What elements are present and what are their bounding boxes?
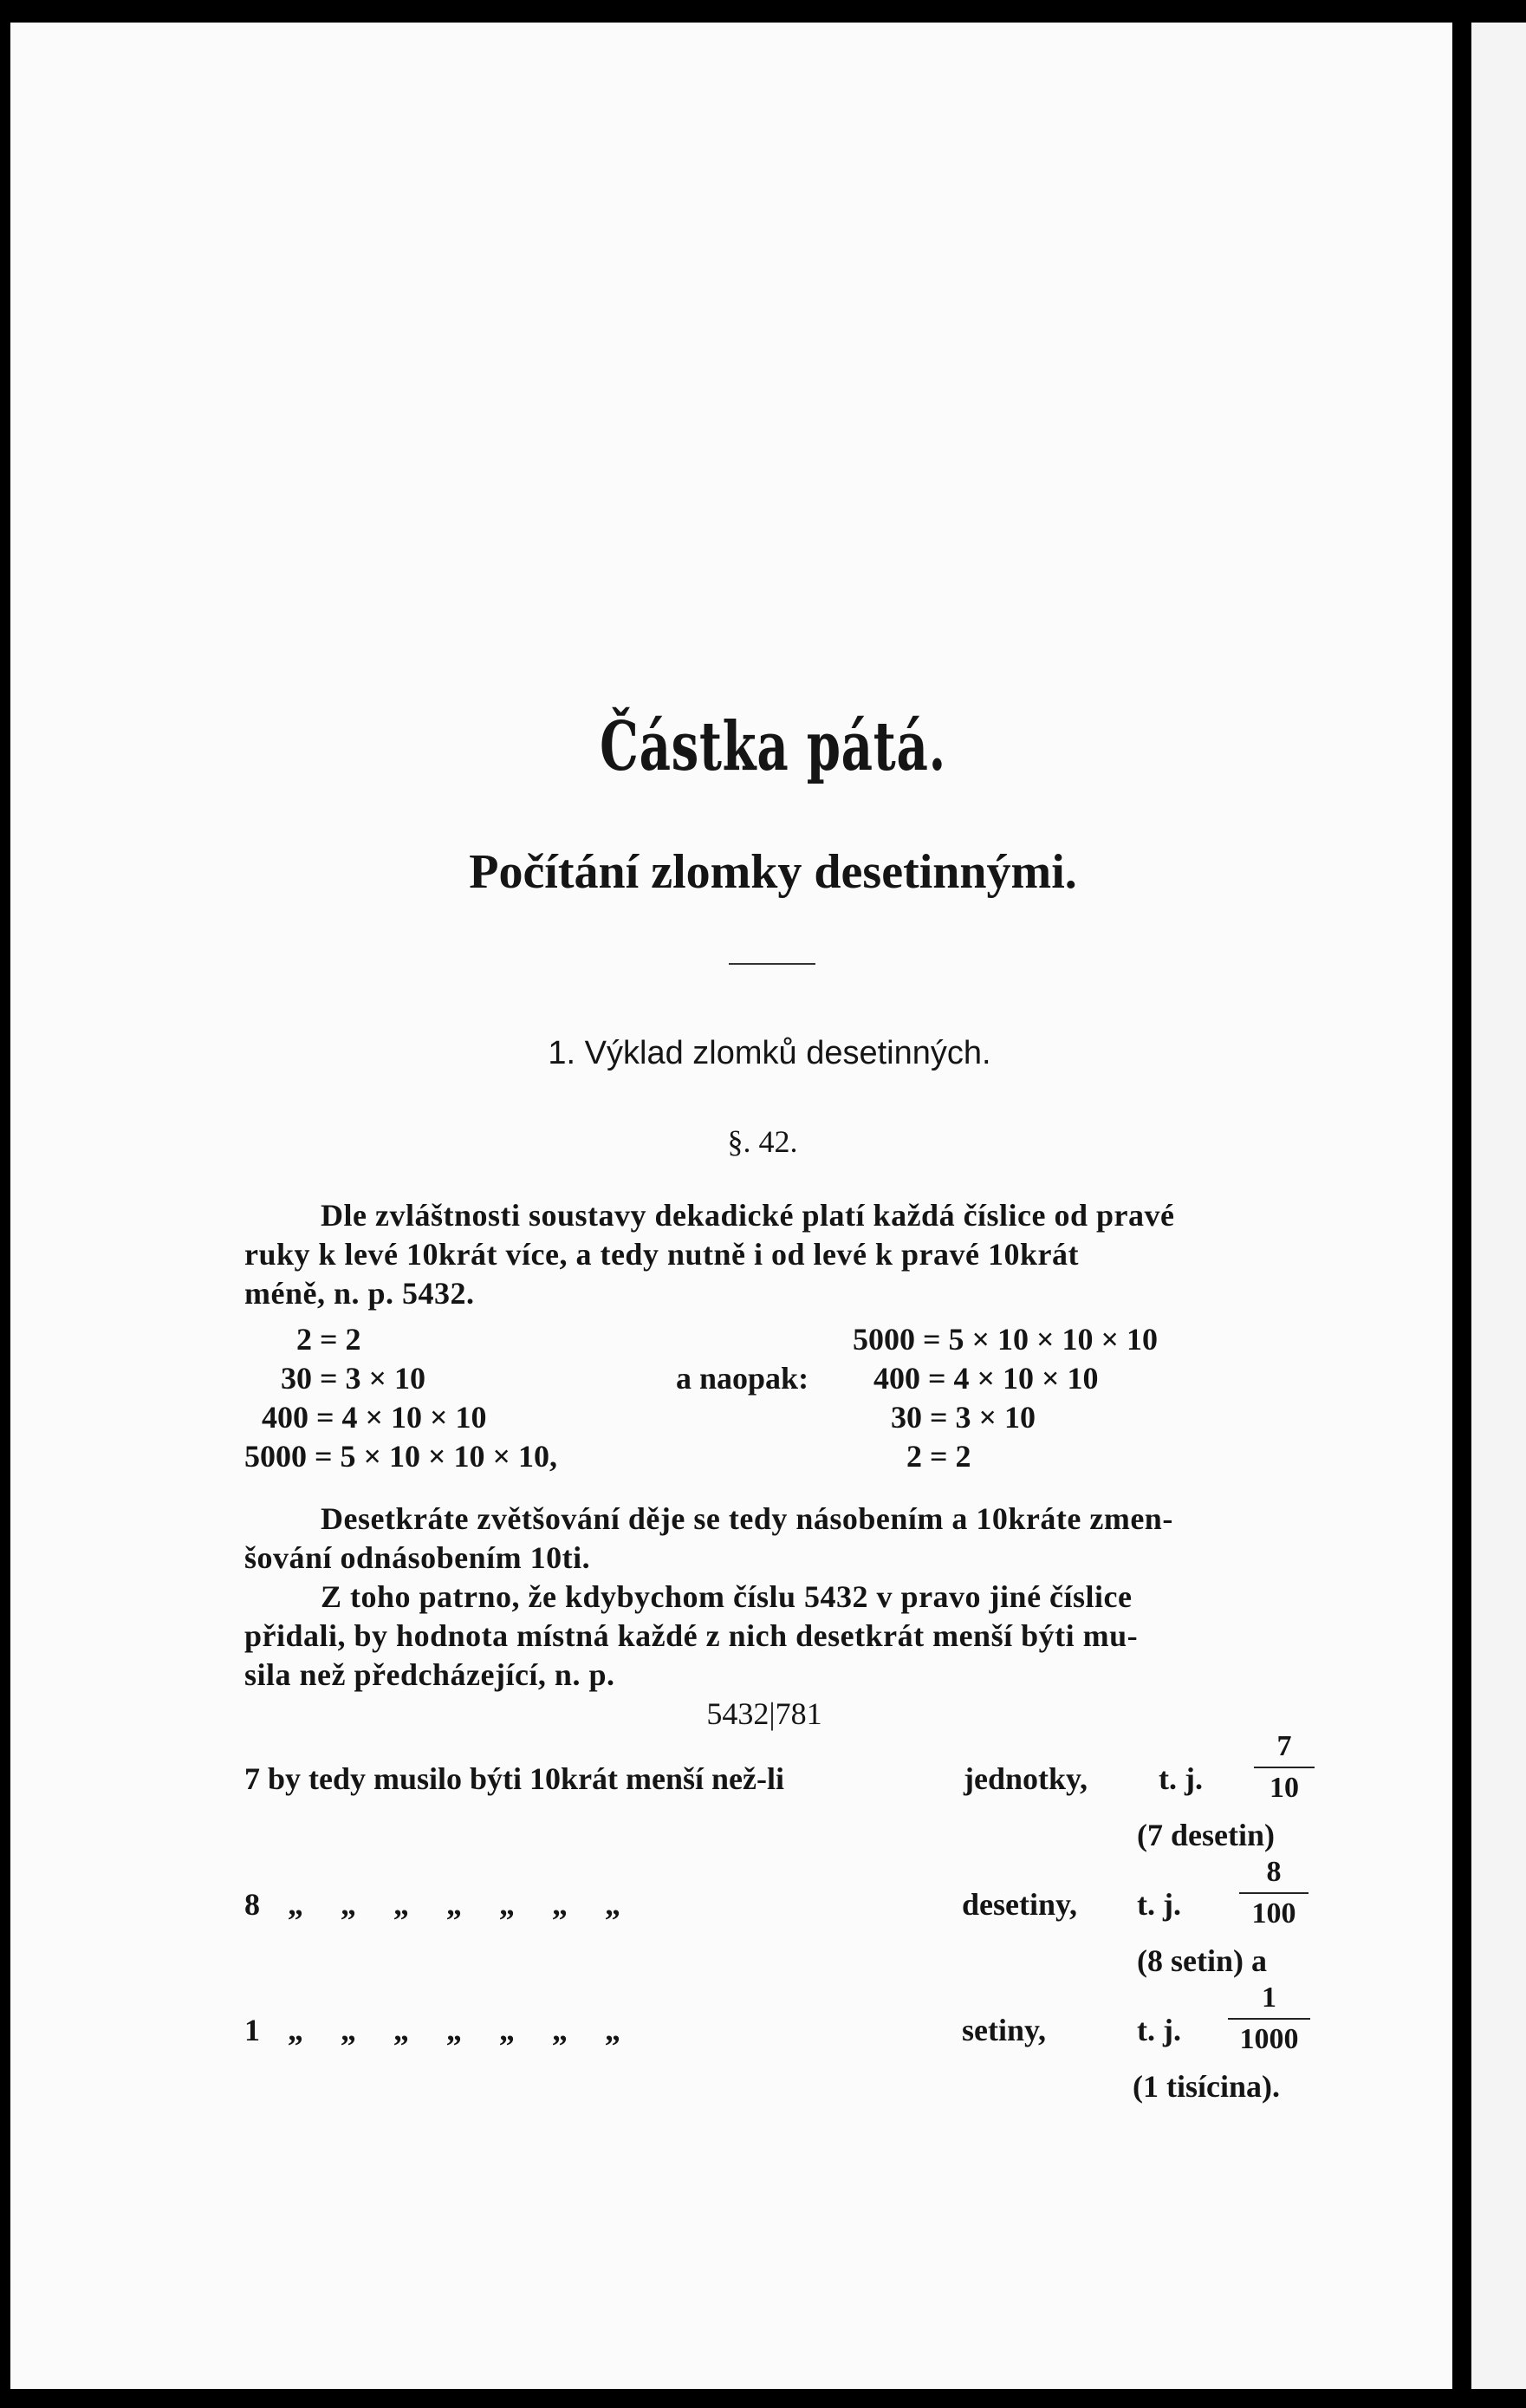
row-2-tj: t. j. (1137, 1887, 1181, 1922)
row-3-note: (1 tisícina). (1133, 2069, 1280, 2104)
intro-line-1: Dle zvláštnosti soustavy dekadické platí každá číslice od pravé (321, 1198, 1175, 1233)
row-3-unit: setiny, (962, 2013, 1047, 2047)
chapter-title: Částka pátá. (600, 707, 946, 786)
body-2-line-1: Z toho patrno, že kdybychom číslu 5432 v pravo jiné číslice (321, 1579, 1133, 1614)
row-2-denominator: 100 (1251, 1897, 1296, 1930)
body-1-line-1: Desetkráte zvětšování děje se tedy násobením a 10kráte zmen- (321, 1501, 1173, 1536)
eq-right-4: 2 = 2 (906, 1439, 971, 1474)
eq-left-2: 30 = 3 × 10 (281, 1361, 426, 1396)
row-1-denominator: 10 (1270, 1772, 1299, 1804)
adjacent-page-edge (1471, 23, 1526, 2389)
paragraph-number: §. 42. (727, 1124, 798, 1159)
row-2-fraction (1239, 1856, 1308, 1930)
row-1-note: (7 desetin) (1137, 1818, 1275, 1852)
row-1-numerator: 7 (1254, 1730, 1315, 1768)
eq-right-2: 400 = 4 × 10 × 10 (873, 1361, 1099, 1396)
row-2-numerator: 8 (1239, 1856, 1308, 1894)
row-1-fraction (1254, 1730, 1315, 1805)
eq-left-3: 400 = 4 × 10 × 10 (262, 1400, 487, 1435)
book-page (10, 23, 1452, 2389)
row-3-fraction (1228, 1982, 1310, 2056)
eq-left-4: 5000 = 5 × 10 × 10 × 10, (244, 1439, 558, 1474)
eq-right-1: 5000 = 5 × 10 × 10 × 10 (853, 1322, 1159, 1357)
naopak-label: a naopak: (676, 1361, 809, 1396)
intro-line-3: méně, n. p. 5432. (244, 1276, 475, 1311)
body-1-line-2: šování odnásobením 10ti. (244, 1540, 591, 1575)
row-2-ditto: „ „ „ „ „ „ „ (288, 1887, 620, 1922)
row-1-lead: 7 by tedy musilo býti 10krát menší než-li (244, 1761, 785, 1796)
section-heading: 1. Výklad zlomků desetinných. (548, 1035, 991, 1071)
body-2-line-3: sila než předcházející, n. p. (244, 1657, 615, 1692)
intro-line-2: ruky k levé 10krát více, a tedy nutně i od levé k pravé 10krát (244, 1237, 1079, 1272)
row-3-lead: 1 (244, 2013, 260, 2047)
eq-right-3: 30 = 3 × 10 (891, 1400, 1036, 1435)
row-2-unit: desetiny, (962, 1887, 1078, 1922)
row-1-unit: jednotky, (964, 1761, 1088, 1796)
row-3-ditto: „ „ „ „ „ „ „ (288, 2013, 620, 2047)
row-3-denominator: 1000 (1239, 2023, 1299, 2055)
page-gutter (1452, 0, 1471, 2408)
row-1-tj: t. j. (1159, 1761, 1203, 1796)
row-3-tj: t. j. (1137, 2013, 1181, 2047)
row-2-note: (8 setin) a (1137, 1943, 1267, 1978)
body-2-line-2: přidali, by hodnota místná každé z nich desetkrát menší býti mu- (244, 1618, 1139, 1653)
row-2-lead: 8 (244, 1887, 260, 1922)
eq-left-1: 2 = 2 (296, 1322, 361, 1357)
example-number: 5432|781 (706, 1696, 822, 1731)
row-3-numerator: 1 (1228, 1982, 1310, 2020)
separator-rule (729, 963, 815, 965)
chapter-subtitle: Počítání zlomky desetinnými. (469, 845, 1077, 899)
